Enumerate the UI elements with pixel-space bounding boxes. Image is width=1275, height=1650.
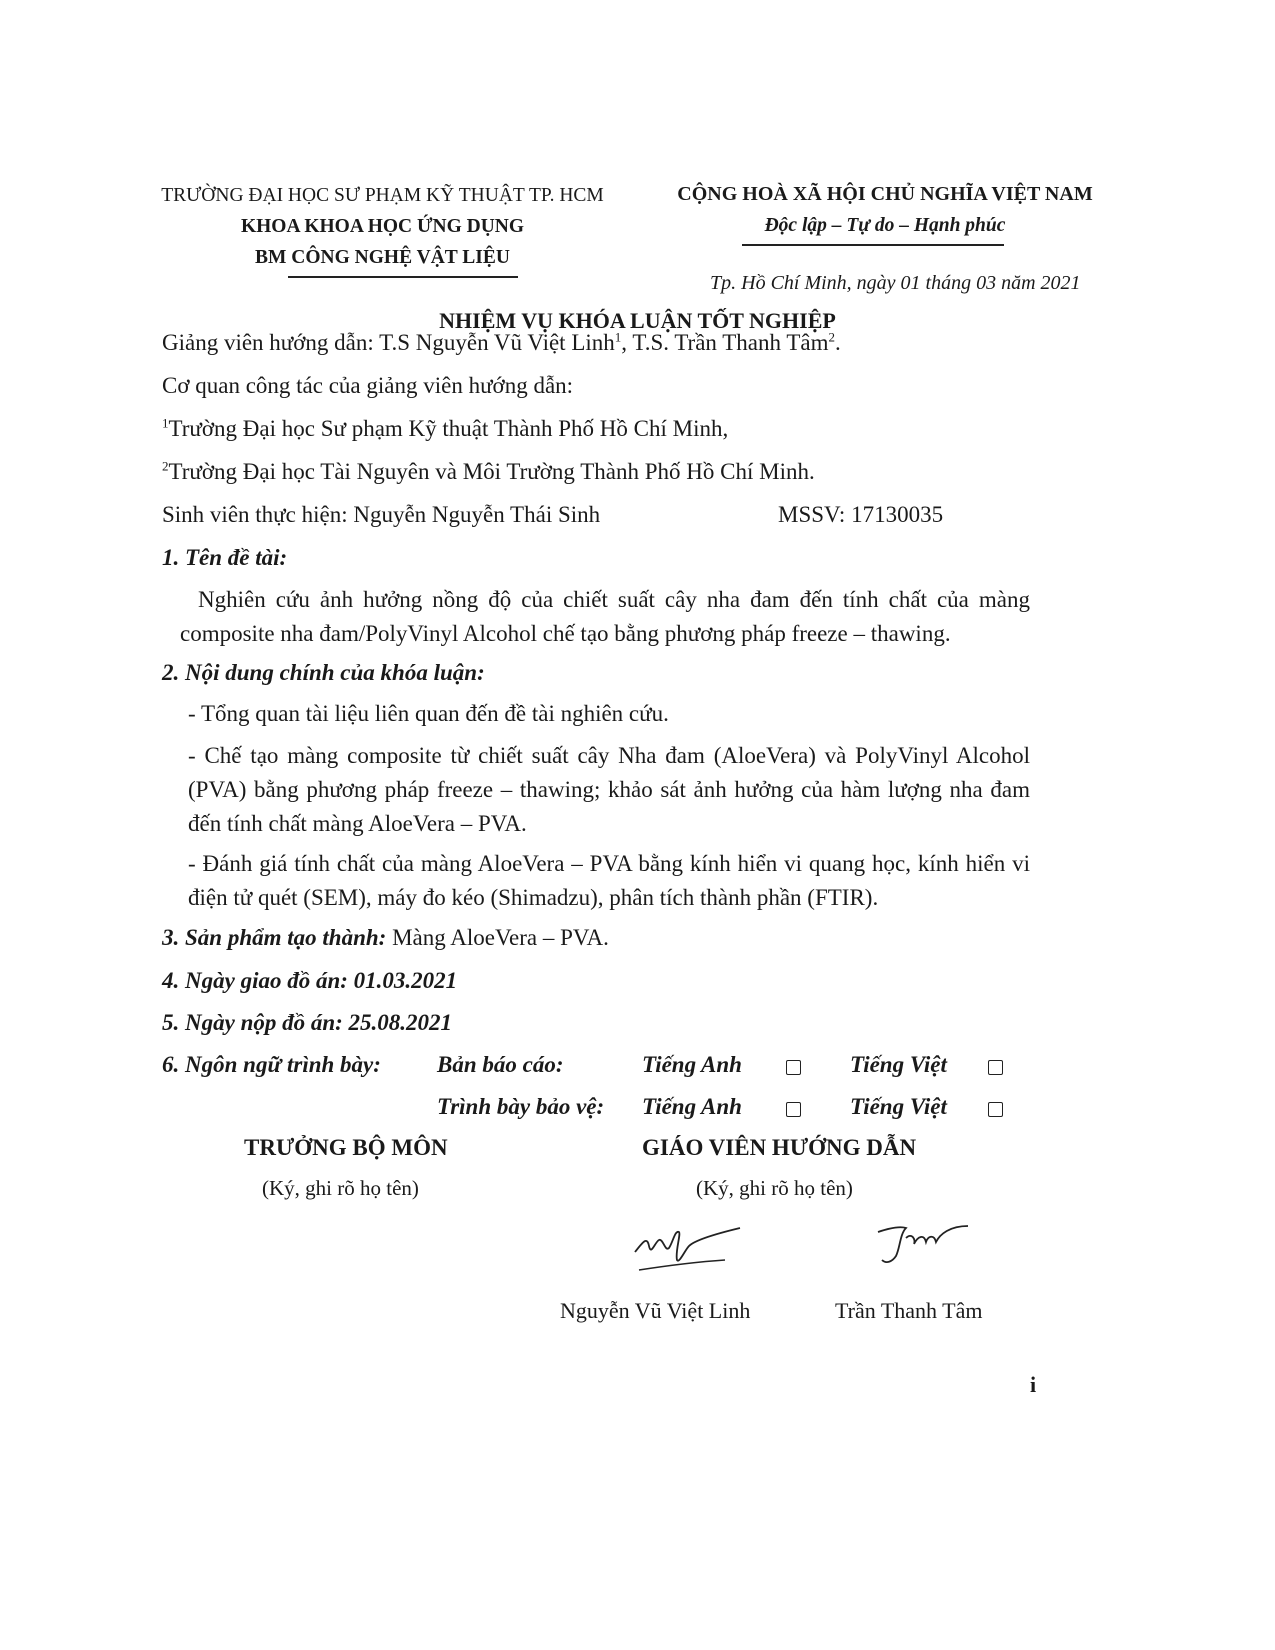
institution-underline — [288, 276, 518, 278]
section2-heading: 2. Nội dung chính của khóa luận: — [162, 660, 485, 685]
defense-language-label: Trình bày bảo vệ: — [437, 1094, 605, 1119]
section1-text: Nghiên cứu ảnh hưởng nồng độ của chiết suất cây nha đam đến tính chất của màng composite nha đam/PolyVinyl Alcohol chế tạo bằng phương pháp freeze – thawing. — [180, 587, 1030, 646]
advisor-instruction: (Ký, ghi rõ họ tên) — [696, 1176, 853, 1200]
national-name: CỘNG HOÀ XÃ HỘI CHỦ NGHĨA VIỆT NAM — [677, 183, 1093, 205]
advisors-label: Giảng viên hướng dẫn: T.S Nguyễn Vũ Việt Linh — [162, 330, 615, 355]
section2-item: - Đánh giá tính chất của màng AloeVera – PVA bằng kính hiển vi quang học, kính hiển vi điện tử quét (SEM), máy đo kéo (Shimadzu), phân tích thành phần (FTIR). — [188, 851, 1030, 910]
report-english-label: Tiếng Anh — [642, 1052, 742, 1077]
page-number: i — [1030, 1372, 1037, 1397]
institution-block — [130, 180, 635, 273]
university-name: TRƯỜNG ĐẠI HỌC SƯ PHẠM KỸ THUẬT TP. HCM — [161, 185, 604, 206]
national-motto-block — [660, 178, 1110, 242]
student-label: Sinh viên thực hiện: Nguyễn Nguyễn Thái Sinh — [162, 502, 601, 527]
faculty-name: KHOA KHOA HỌC ỨNG DỤNG — [240, 216, 525, 237]
department-name: BM CÔNG NGHỆ VẬT LIỆU — [255, 247, 510, 268]
signer-name-2: Trần Thanh Tâm — [835, 1298, 983, 1323]
workplace-2-text: Trường Đại học Tài Nguyên và Môi Trường Thành Phố Hồ Chí Minh. — [168, 459, 815, 484]
defense-english-label: Tiếng Anh — [642, 1094, 742, 1119]
student-id: MSSV: 17130035 — [778, 502, 944, 527]
advisors-mid: , T.S. Trần Thanh Tâm — [621, 330, 829, 355]
signature-tam-image — [870, 1212, 980, 1272]
advisor-title: GIÁO VIÊN HƯỚNG DẪN — [642, 1135, 917, 1160]
report-english-checkbox[interactable] — [786, 1060, 801, 1075]
section1-heading: 1. Tên đề tài: — [162, 545, 288, 570]
section3-text: Màng AloeVera – PVA. — [392, 925, 609, 950]
document-title: NHIỆM VỤ KHÓA LUẬN TỐT NGHIỆP — [439, 308, 836, 333]
department-head-title: TRƯỞNG BỘ MÔN — [244, 1135, 448, 1160]
department-head-instruction: (Ký, ghi rõ họ tên) — [262, 1176, 419, 1200]
date-line: Tp. Hồ Chí Minh, ngày 01 tháng 03 năm 2021 — [710, 272, 1081, 294]
workplace-2-sup: 2 — [162, 458, 169, 474]
motto-underline — [742, 244, 1004, 246]
report-language-label: Bản báo cáo: — [437, 1052, 564, 1077]
report-vietnamese-label: Tiếng Việt — [850, 1052, 947, 1077]
section3-heading: 3. Sản phẩm tạo thành: — [162, 925, 387, 950]
defense-vietnamese-label: Tiếng Việt — [850, 1094, 947, 1119]
section6-heading: 6. Ngôn ngữ trình bày: — [162, 1052, 381, 1077]
section2-item: - Chế tạo màng composite từ chiết suất cây Nha đam (AloeVera) và PolyVinyl Alcohol (PVA) bằng phương pháp freeze – thawing; khảo sát ảnh hưởng của hàm lượng nha đam đến tính chất màng AloeVera – PVA. — [188, 743, 1030, 836]
report-vietnamese-checkbox[interactable] — [988, 1060, 1003, 1075]
advisor2-sup: 2 — [828, 329, 836, 345]
advisors-line — [162, 330, 841, 356]
section5-heading: 5. Ngày nộp đồ án: 25.08.2021 — [162, 1010, 453, 1035]
signature-linh-image — [625, 1212, 755, 1282]
workplace-1-text: Trường Đại học Sư phạm Kỹ thuật Thành Phố Hồ Chí Minh, — [168, 416, 729, 441]
workplace-label: Cơ quan công tác của giảng viên hướng dẫn: — [162, 373, 574, 398]
advisors-end: . — [835, 330, 841, 355]
defense-vietnamese-checkbox[interactable] — [988, 1102, 1003, 1117]
national-motto: Độc lập – Tự do – Hạnh phúc — [764, 215, 1006, 236]
section4-heading: 4. Ngày giao đồ án: 01.03.2021 — [162, 968, 458, 993]
advisor1-sup: 1 — [614, 329, 622, 345]
workplace-1-sup: 1 — [162, 415, 169, 431]
workplace-2 — [162, 459, 815, 485]
signer-name-1: Nguyễn Vũ Việt Linh — [560, 1298, 751, 1323]
section2-item: - Tổng quan tài liệu liên quan đến đề tài nghiên cứu. — [188, 701, 669, 726]
workplace-1 — [162, 416, 728, 442]
defense-english-checkbox[interactable] — [786, 1102, 801, 1117]
section3 — [162, 925, 609, 951]
